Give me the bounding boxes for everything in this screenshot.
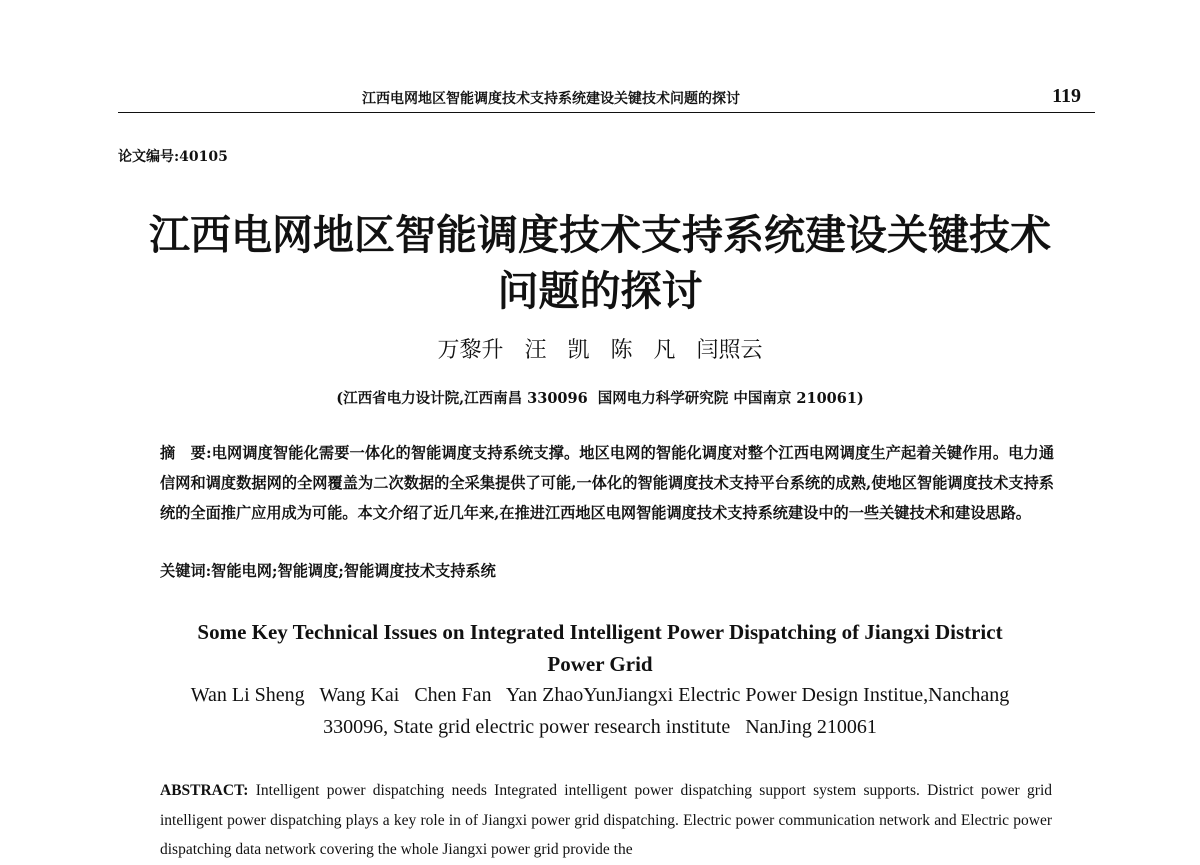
authors-cn: 万黎升 汪 凯 陈 凡 闫照云: [437, 338, 763, 363]
abstract-en: [160, 776, 1052, 865]
abstract-cn-text: 电网调度智能化需要一体化的智能调度支持系统支撑。地区电网的智能化调度对整个江西电网调度生产起着关键作用。电力通信网和调度数据网的全网覆盖为二次数据的全采集提供了可能,一体化的智能调度技术支持平台系统的成熟,使地区智能调度技术支持系统的全面推广应用成为可能。本文介绍了近几年来,在推进江西地区电网智能调度技术支持系统建设中的一些关键技术和建设思路。: [160, 444, 1055, 522]
authors-en-line1: Wan Li Sheng Wang Kai Chen Fan Yan ZhaoYunJiangxi Electric Power Design Institue,Nanchang: [190, 684, 1010, 706]
paper-id: 论文编号:40105: [118, 149, 228, 165]
page-number: 119: [1052, 85, 1081, 107]
authors-en-line2: 330096, State grid electric power research institute NanJing 210061: [323, 716, 877, 738]
title-cn-line1: 江西电网地区智能调度技术支持系统建设关键技术: [149, 211, 1051, 259]
abstract-en-label: ABSTRACT:: [160, 782, 249, 799]
affiliation-cn: (江西省电力设计院,江西南昌 330096 国网电力科学研究院 中国南京 210061): [336, 390, 864, 407]
title-en-line2: Power Grid: [547, 652, 653, 676]
keywords-cn: 关键词:智能电网;智能调度;智能调度技术支持系统: [160, 562, 496, 580]
running-title: 江西电网地区智能调度技术支持系统建设关键技术问题的探讨: [362, 91, 740, 107]
running-header: [118, 85, 1095, 113]
abstract-cn: [160, 438, 1054, 528]
title-cn-line2: 问题的探讨: [497, 267, 703, 315]
title-en-line1: Some Key Technical Issues on Integrated Intelligent Power Dispatching of Jiangxi District: [197, 620, 1003, 644]
abstract-cn-label: 摘 要:: [160, 444, 212, 462]
abstract-en-text: Intelligent power dispatching needs Integrated intelligent power dispatching support system supports. District power grid intelligent power dispatching plays a key role in of Jiangxi power grid dispatching. Electric power communication network and Electric power dispatching data network covering the whole Jiangxi power grid provide the: [160, 782, 1052, 858]
